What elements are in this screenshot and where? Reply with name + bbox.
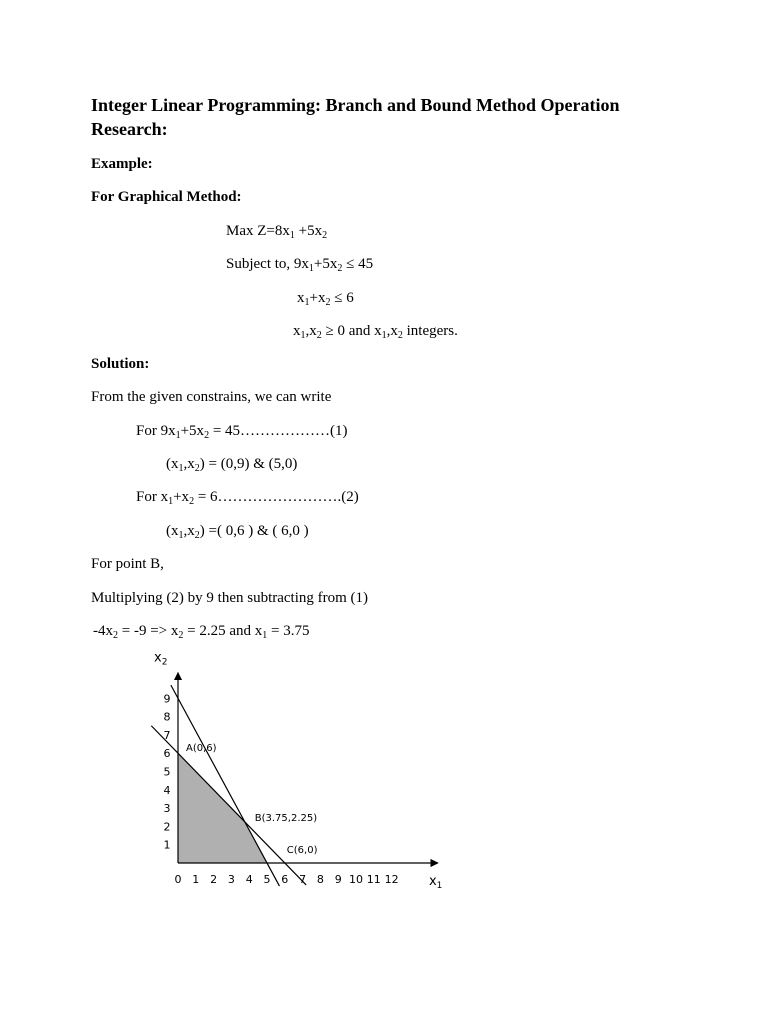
y-tick-label: 4 [163,783,171,797]
page-title: Integer Linear Programming: Branch and Bound Method Operation Research: [91,95,620,139]
x-tick-label: 5 [263,873,271,886]
equation-2: For $x_1+x_2$ = 6…………………….(2) [136,489,359,507]
graph-svg [120,650,480,920]
objective-function: Max $Z=8x_1 +5x_2$ [226,223,328,241]
y-axis-label: $x_2$ [154,650,168,668]
point-b-result: $-4x_2 = -9 => x_2 = 2.25$ and $x_1 = 3.75$ [93,623,310,641]
y-tick-label: 3 [163,802,171,816]
non-negativity-constraint: $x_1,x_2 \ge 0$ and $x_1,x_2$ integers. [293,323,458,341]
constraint-1: Subject to, $9x_1+5x_2 \le 45$ [226,256,374,274]
feasible-region [178,753,267,863]
feasible-region-graph [120,650,480,920]
x-tick-label: 0 [174,873,182,886]
constraint-2: $x_1+x_2 \le 6$ [297,290,354,308]
point-label: B(3.75,2.25) [254,812,318,824]
from-constraints-text: From the given constrains, we can write [91,389,332,405]
y-tick-labels [164,692,171,851]
example-label: Example: [91,156,153,172]
point-label: A(0,6) [186,743,217,755]
x-tick-label: 7 [299,873,307,886]
y-tick-label: 9 [163,692,171,706]
x-tick-label: 3 [227,873,235,886]
x-tick-label: 10 [349,873,363,886]
x-tick-labels [175,873,399,886]
x-tick-label: 8 [316,873,324,886]
x-tick-label: 12 [384,873,399,886]
x-tick-label: 1 [192,873,200,886]
equation-2-points: $(x_1,x_2)$ =( 0,6 ) & ( 6,0 ) [166,523,309,541]
y-tick-label: 7 [163,728,171,742]
x-tick-label: 6 [281,873,289,886]
x-tick-label: 9 [334,873,342,886]
equation-1: For $9x_1+5x_2$ = 45………………(1) [136,423,348,441]
multiplying-text: Multiplying (2) by 9 then subtracting from (1) [91,590,369,606]
point-label: C(6,0) [286,845,318,856]
graphical-method-label: For Graphical Method: [91,189,242,205]
y-tick-label: 8 [163,710,171,724]
y-tick-label: 6 [163,747,171,761]
equation-1-points: $(x_1,x_2) = (0,9)$ & (5,0) [166,456,298,474]
y-tick-label: 5 [163,765,171,779]
x-tick-label: 4 [245,873,253,886]
x-tick-label: 2 [210,873,218,886]
y-tick-label: 2 [163,820,171,834]
solution-label: Solution: [91,356,150,372]
x-axis-label: $x_1$ [428,874,443,891]
point-b-label: For point B, [91,556,164,572]
x-tick-label: 11 [366,873,381,886]
y-tick-label: 1 [163,838,171,852]
